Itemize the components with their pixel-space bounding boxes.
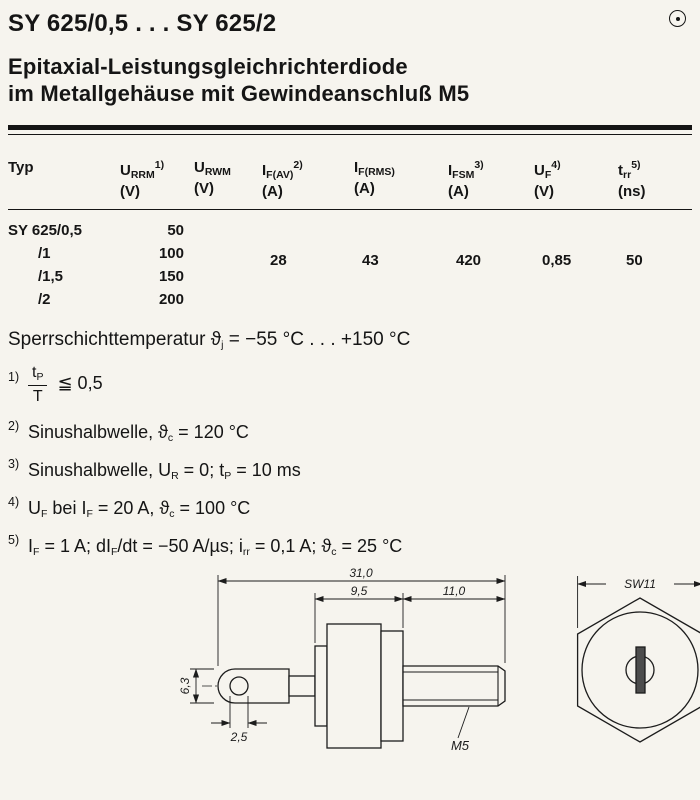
urrm-cell: 200 <box>158 290 184 308</box>
dim-hole-label: 2,5 <box>230 729 248 744</box>
footnote-2 <box>8 419 692 444</box>
table-header-row <box>8 159 692 210</box>
junction-temp-value: = −55 °C . . . +150 °C <box>223 328 411 350</box>
footnote-1 <box>8 364 692 406</box>
mounting-lug <box>218 669 289 703</box>
col-header-ifav: $I_{F(AV)}^{2)}$ (A) <box>262 159 354 210</box>
dim-body-label: 9,5 <box>350 583 368 598</box>
footnote-marker: 2) <box>8 418 20 433</box>
footnote-marker: 3) <box>8 456 20 471</box>
diode-side-view <box>202 624 505 748</box>
ifsm-value: 420 <box>456 251 482 269</box>
footnote-text: IF = 1 A; dIF/dt = −50 A/µs; irr = 0,1 A; ϑc = 25 °C <box>28 535 403 558</box>
wrench-size-label: SW11 <box>624 576 656 591</box>
urrm-cell: 50 <box>167 221 184 239</box>
slot <box>636 647 645 693</box>
typ-cell: /1,5 <box>38 267 64 285</box>
tp-over-t-fraction: $\frac{tP}{T}$ <box>28 364 47 406</box>
body-step <box>315 646 327 726</box>
subtitle-line-2: im Metallgehäuse mit Gewindeanschluß M5 <box>8 80 470 106</box>
footnote-3 <box>8 457 692 482</box>
ratings-table <box>8 159 692 311</box>
ifav-value: 28 <box>270 251 287 269</box>
col-header-urrm: $U_{RRM}^{1)}$ (V) <box>120 159 194 210</box>
typ-cell: SY 625/0,5 <box>8 221 82 239</box>
divider-thick <box>8 125 692 130</box>
footnote-5 <box>8 533 692 558</box>
junction-temp-label: Sperrschichttemperatur <box>8 328 206 350</box>
thread-label: M5 <box>450 737 470 753</box>
urwm-value <box>194 209 262 311</box>
footnote-text: Sinushalbwelle, ϑc = 120 °C <box>28 421 249 444</box>
circle-dot-icon <box>669 10 686 27</box>
col-header-urwm: $U_{RWM}$ (V) <box>194 159 262 210</box>
ifrms-value: 43 <box>362 251 379 269</box>
page-title: SY 625/0,5 . . . SY 625/2 <box>8 10 277 37</box>
col-header-ifsm: $I_{FSM}^{3)}$ (A) <box>448 159 534 210</box>
subtitle <box>8 54 692 108</box>
shaft <box>289 676 315 696</box>
m5-leader-line <box>458 707 469 738</box>
footnote-text: UF bei IF = 20 A, ϑc = 100 °C <box>28 497 251 520</box>
footnote-4 <box>8 495 692 520</box>
footnote-marker: 4) <box>8 494 20 509</box>
dim-total-label: 31,0 <box>349 567 373 580</box>
table-row <box>8 209 692 242</box>
junction-temperature-line: Sperrschichttemperatur ϑj = −55 °C . . . +150 °C <box>8 328 411 351</box>
footnote-marker: 1) <box>8 370 20 385</box>
trr-value: 50 <box>626 251 643 269</box>
col-header-trr: $t_{rr}^{5)}$ (ns) <box>618 159 692 210</box>
typ-cell: /1 <box>38 244 51 262</box>
col-header-typ: Typ <box>8 159 120 210</box>
diode-front-view <box>578 598 700 742</box>
uf-value: 0,85 <box>542 251 572 269</box>
divider-thin <box>8 134 692 135</box>
urrm-cell: 100 <box>158 244 184 262</box>
typ-cell: /2 <box>38 290 51 308</box>
lug-hole <box>230 677 248 695</box>
urrm-cell: 150 <box>158 267 184 285</box>
theta-symbol: ϑ <box>210 328 222 350</box>
dim-stud-label: 11,0 <box>442 583 466 598</box>
footnote-text: ≦ 0,5 <box>57 373 103 394</box>
dim-lug-label: 6,3 <box>178 677 192 695</box>
col-header-uf: $U_F^{4)}$ (V) <box>534 159 618 210</box>
subtitle-line-1: Epitaxial-Leistungsgleichrichterdiode <box>8 54 408 79</box>
footnote-text: Sinushalbwelle, UR = 0; tP = 10 ms <box>28 459 301 482</box>
dimension-drawing <box>8 568 700 778</box>
col-header-ifrms: $I_{F(RMS)}$ (A) <box>354 159 448 210</box>
footnote-marker: 5) <box>8 532 20 547</box>
hex-body <box>327 624 381 748</box>
flange <box>381 631 403 741</box>
